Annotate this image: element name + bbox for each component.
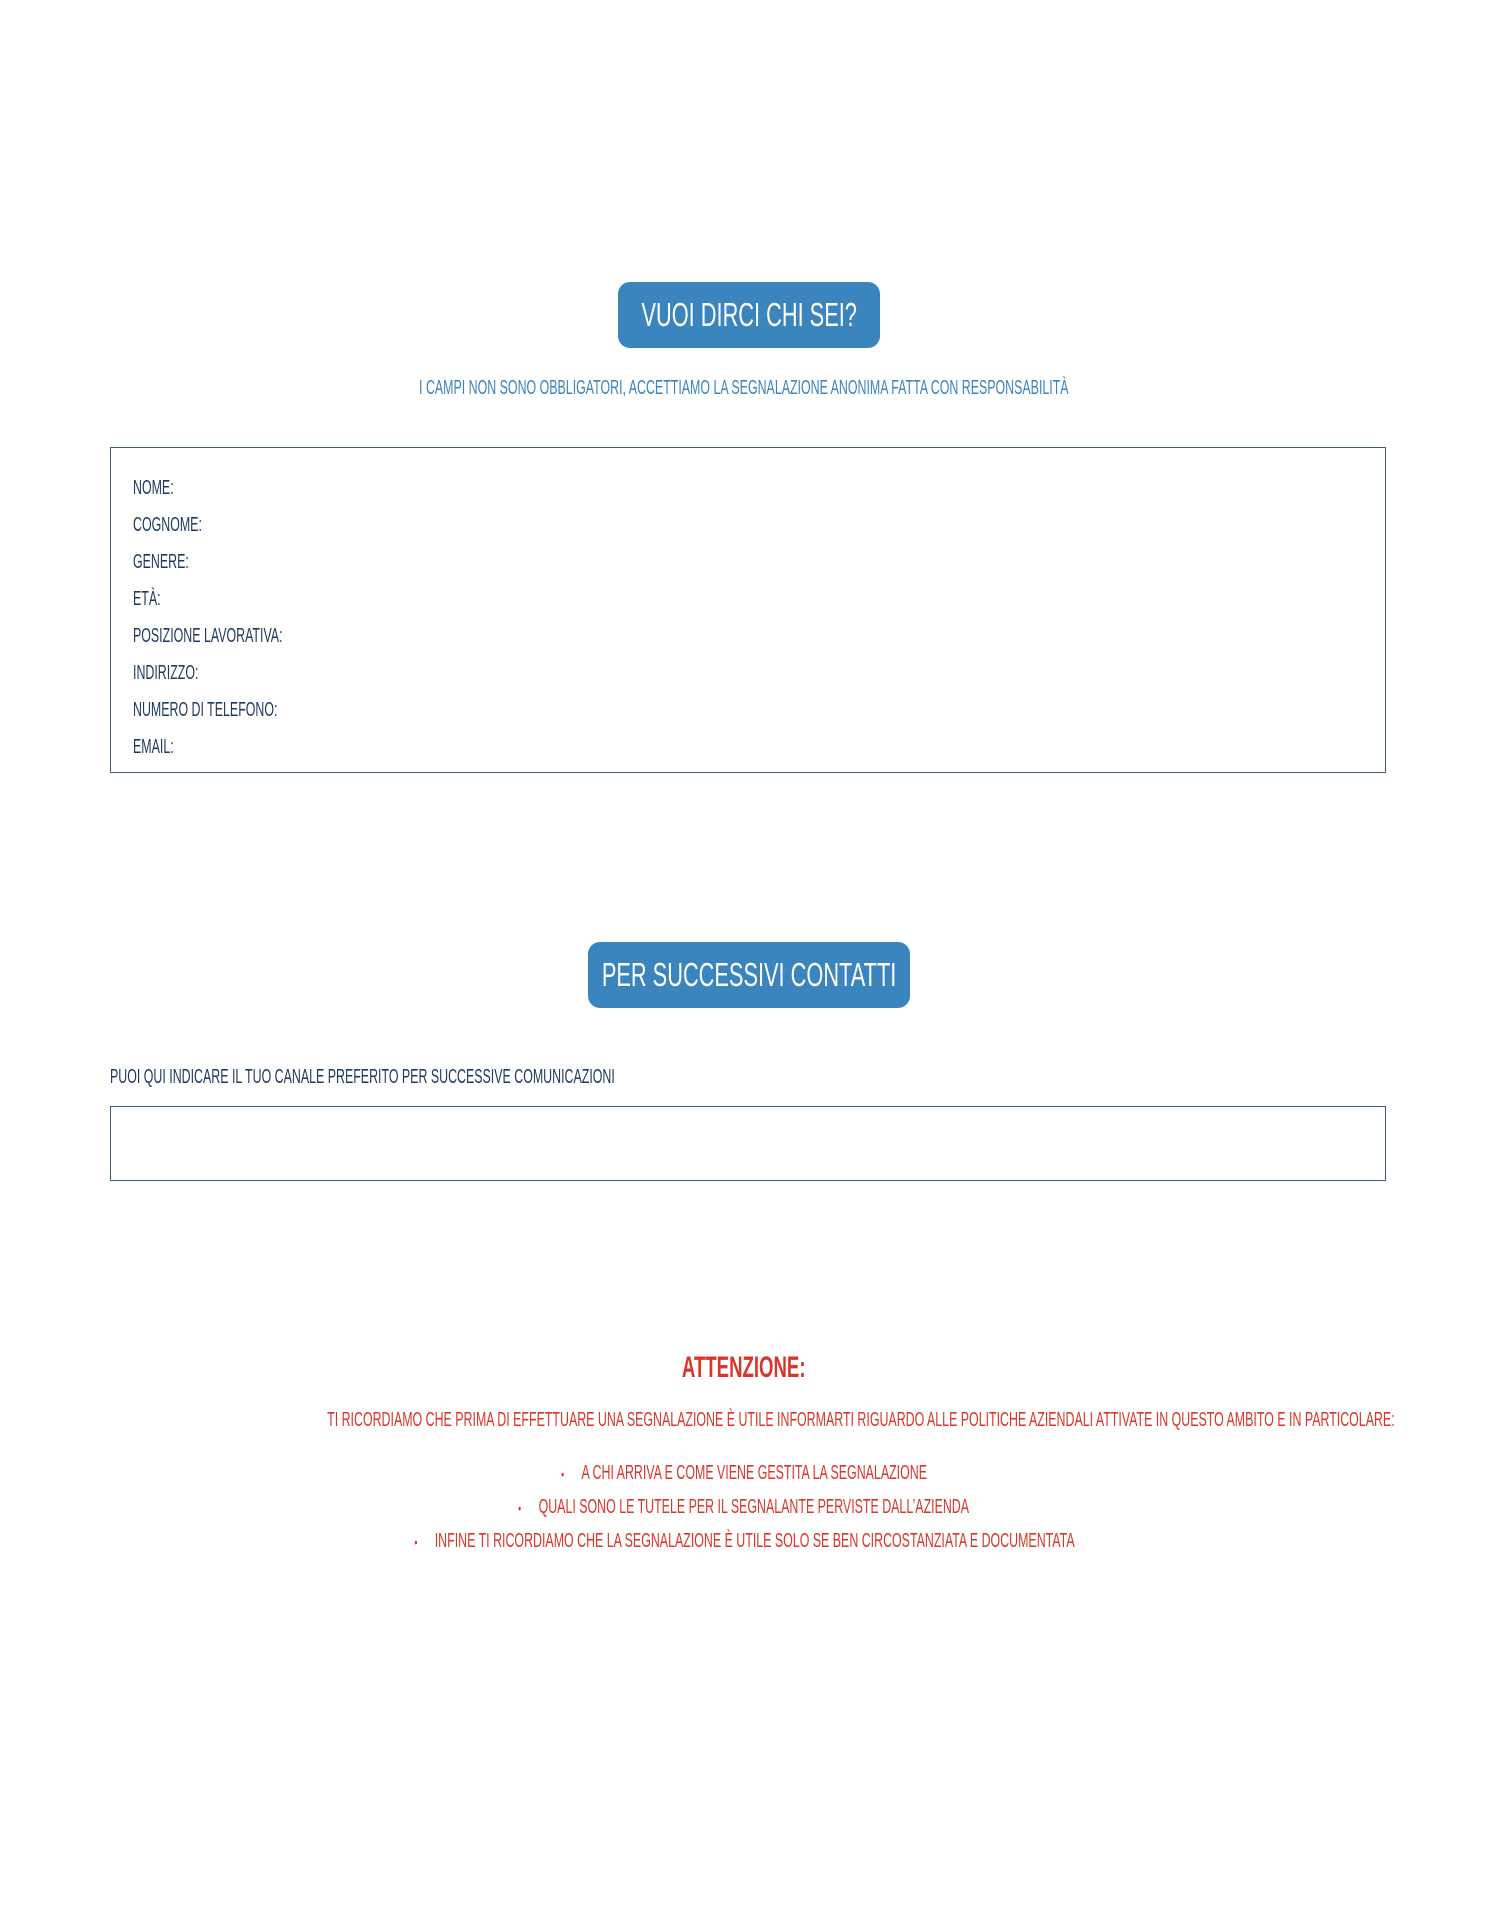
personal-info-box[interactable] — [110, 447, 1386, 773]
list-item: • A CHI ARRIVA E COME VIENE GESTITA LA SEGNALAZIONE — [0, 1456, 1488, 1490]
field-indirizzo[interactable]: INDIRIZZO: — [133, 662, 199, 684]
field-email[interactable]: EMAIL: — [133, 736, 174, 758]
field-numero-telefono[interactable]: NUMERO DI TELEFONO: — [133, 699, 278, 721]
section-title-contacts: PER SUCCESSIVI CONTATTI — [601, 956, 897, 993]
field-genere[interactable]: GENERE: — [133, 551, 189, 573]
preferred-channel-field[interactable] — [110, 1106, 1386, 1181]
contacts-label: PUOI QUI INDICARE IL TUO CANALE PREFERITO PER SUCCESSIVE COMUNICAZIONI — [110, 1066, 615, 1088]
list-item: • QUALI SONO LE TUTELE PER IL SEGNALANTE PERVISTE DALL’AZIENDA — [0, 1490, 1488, 1524]
attention-title: ATTENZIONE: — [682, 1351, 806, 1384]
field-nome[interactable]: NOME: — [133, 477, 174, 499]
bullet-icon: • — [561, 1465, 565, 1482]
list-item: • INFINE TI RICORDIAMO CHE LA SEGNALAZIONE È UTILE SOLO SE BEN CIRCOSTANZIATA E DOCUMENTATA — [0, 1524, 1488, 1558]
field-cognome[interactable]: COGNOME: — [133, 514, 202, 536]
field-posizione-lavorativa[interactable]: POSIZIONE LAVORATIVA: — [133, 625, 283, 647]
section-title-who: VUOI DIRCI CHI SEI? — [641, 296, 857, 333]
attention-bullets — [0, 1456, 1488, 1558]
bullet-icon: • — [518, 1499, 522, 1516]
who-subtitle: I CAMPI NON SONO OBBLIGATORI, ACCETTIAMO LA SEGNALAZIONE ANONIMA FATTA CON RESPONSABILITÀ — [419, 377, 1069, 399]
personal-info-fields — [133, 470, 374, 766]
bullet-icon: • — [413, 1533, 417, 1550]
section-header-contacts — [588, 942, 910, 1008]
section-header-who — [618, 282, 880, 348]
attention-intro: TI RICORDIAMO CHE PRIMA DI EFFETTUARE UNA SEGNALAZIONE È UTILE INFORMARTI RIGUARDO ALLE POLITICHE AZIENDALI ATTIVATE IN QUESTO AMBITO E IN PARTICOLARE: — [327, 1409, 1395, 1431]
field-eta[interactable]: ETÀ: — [133, 588, 161, 610]
